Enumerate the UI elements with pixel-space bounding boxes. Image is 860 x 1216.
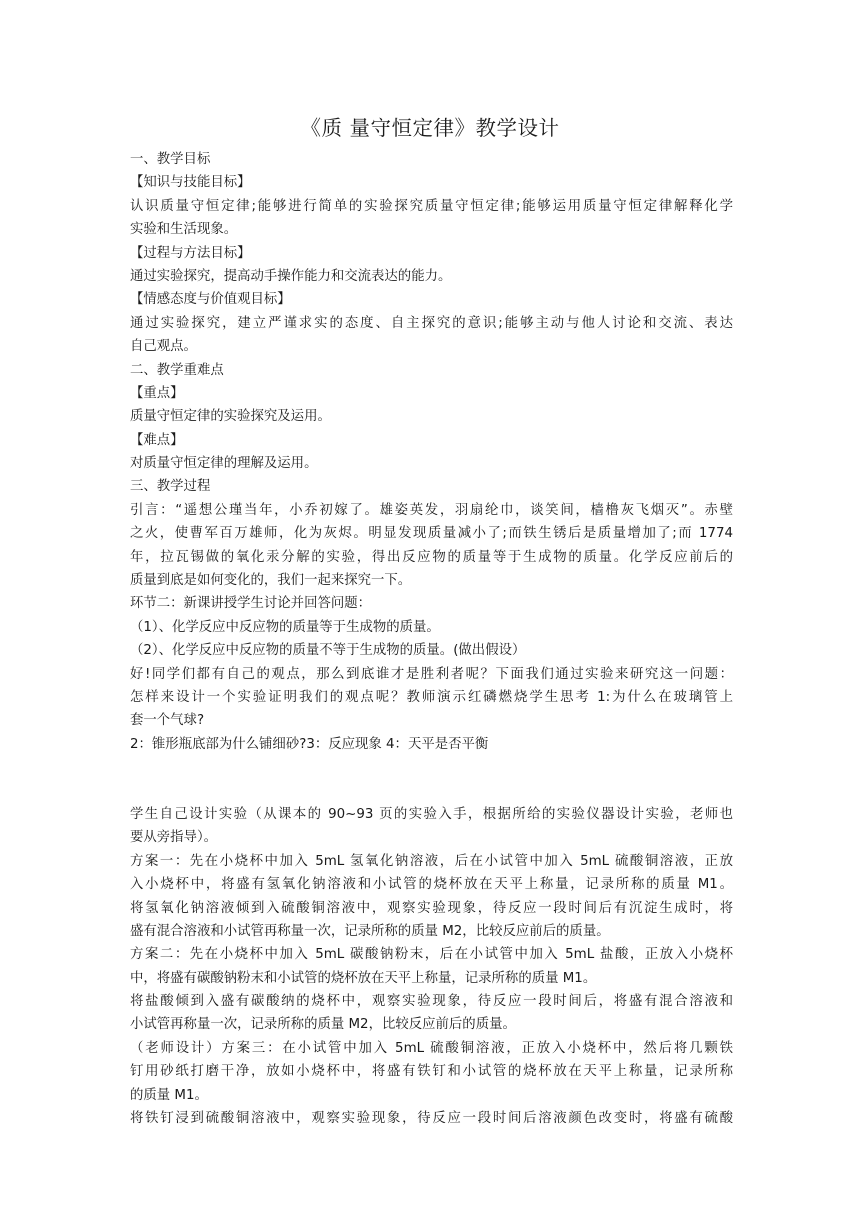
paragraph-line: 中，将盛有碳酸钠粉末和小试管的烧杯放在天平上称量，记录所称的质量 M1。 xyxy=(130,970,597,986)
paragraph-line: 小试管再称量一次，记录所称的质量 M2，比较反应前后的质量。 xyxy=(130,1017,516,1033)
paragraph-line: 质量守恒定律的实验探究及运用。 xyxy=(130,409,331,425)
paragraph-line: 自己观点。 xyxy=(130,339,197,355)
subsection-heading: 【情感态度与价值观目标】 xyxy=(130,292,291,308)
subsection-heading: 【知识与技能目标】 xyxy=(130,175,251,191)
paragraph-line: 年，拉瓦锡做的氧化汞分解的实验，得出反应物的质量等于生成物的质量。化学反应前后的 xyxy=(130,549,733,565)
paragraph-line: 将氢氧化钠溶液倾到入硫酸铜溶液中，观察实验现象，待反应一段时间后有沉淀生成时，将 xyxy=(130,900,733,916)
paragraph-line: 要从旁指导）。 xyxy=(130,830,218,846)
blank-space xyxy=(130,756,733,803)
section-heading: 三、教学过程 xyxy=(130,479,211,495)
paragraph-line: 入小烧杯中，将盛有氢氧化钠溶液和小试管的烧杯放在天平上称量，记录所称的质量 M1。 xyxy=(130,877,733,893)
paragraph-line: 方案二：先在小烧杯中加入 5mL 碳酸钠粉末，后在小试管中加入 5mL 盐酸，正放入小烧杯 xyxy=(130,947,733,963)
paragraph-line: 通过实验探究，建立严谨求实的态度、自主探究的意识;能够主动与他人讨论和交流、表达 xyxy=(130,315,733,331)
paragraph-line: 环节二：新课讲授学生讨论并回答问题： xyxy=(130,596,372,612)
paragraph-line: 之火，使曹军百万雄师，化为灰烬。明显发现质量减小了;而铁生锈后是质量增加了;而 1774 xyxy=(130,526,733,542)
document-title: 《质 量守恒定律》教学设计 xyxy=(300,116,560,140)
paragraph-line: 通过实验探究，提高动手操作能力和交流表达的能力。 xyxy=(130,268,452,284)
paragraph-line: 实验和生活现象。 xyxy=(130,222,238,238)
paragraph-line: 学生自己设计实验（从课本的 90~93 页的实验入手，根据所给的实验仪器设计实验，老师也 xyxy=(130,806,733,822)
paragraph-line: 套一个气球? xyxy=(130,713,205,729)
document-body xyxy=(130,148,733,1130)
paragraph-line: 的质量 M1。 xyxy=(130,1087,208,1103)
paragraph-line: 怎样来设计一个实验证明我们的观点呢？教师演示红磷燃烧学生思考 1:为什么在玻璃管上 xyxy=(130,689,733,705)
subsection-heading: 【过程与方法目标】 xyxy=(130,245,251,261)
paragraph-line: （老师设计）方案三：在小试管中加入 5mL 硫酸铜溶液，正放入小烧杯中，然后将几颗铁 xyxy=(130,1040,733,1056)
paragraph-line: 2：锥形瓶底部为什么铺细砂?3：反应现象 4：天平是否平衡 xyxy=(130,736,489,752)
paragraph-line: 方案一：先在小烧杯中加入 5mL 氢氧化钠溶液，后在小试管中加入 5mL 硫酸铜溶液，正放 xyxy=(130,853,733,869)
paragraph-line: 钉用砂纸打磨干净，放如小烧杯中，将盛有铁钉和小试管的烧杯放在天平上称量，记录所称 xyxy=(130,1064,733,1080)
subsection-heading: 【难点】 xyxy=(130,432,184,448)
section-heading: 二、教学重难点 xyxy=(130,362,224,378)
list-item: （1）、化学反应中反应物的质量等于生成物的质量。 xyxy=(130,619,440,635)
paragraph-line: 好!同学们都有自己的观点，那么到底谁才是胜利者呢？下面我们通过实验来研究这一问题： xyxy=(130,666,733,682)
paragraph-line: 对质量守恒定律的理解及运用。 xyxy=(130,456,318,472)
paragraph-line: 将铁钉浸到硫酸铜溶液中，观察实验现象，待反应一段时间后溶液颜色改变时，将盛有硫酸 xyxy=(130,1111,733,1127)
subsection-heading: 【重点】 xyxy=(130,385,184,401)
list-item: （2）、化学反应中反应物的质量不等于生成物的质量。(做出假设） xyxy=(130,643,526,659)
paragraph-line: 盛有混合溶液和小试管再称量一次，记录所称的质量 M2，比较反应前后的质量。 xyxy=(130,923,610,939)
paragraph-line: 引言：“遥想公瑾当年，小乔初嫁了。雄姿英发，羽扇纶巾，谈笑间，樯橹灰飞烟灭”。赤壁 xyxy=(130,502,733,518)
paragraph-line: 质量到底是如何变化的，我们一起来探究一下。 xyxy=(130,573,412,589)
section-heading: 一、教学目标 xyxy=(130,152,211,167)
paragraph-line: 认识质量守恒定律;能够进行简单的实验探究质量守恒定律;能够运用质量守恒定律解释化学 xyxy=(130,198,733,214)
paragraph-line: 将盐酸倾到入盛有碳酸纳的烧杯中，观察实验现象，待反应一段时间后，将盛有混合溶液和 xyxy=(130,994,733,1010)
